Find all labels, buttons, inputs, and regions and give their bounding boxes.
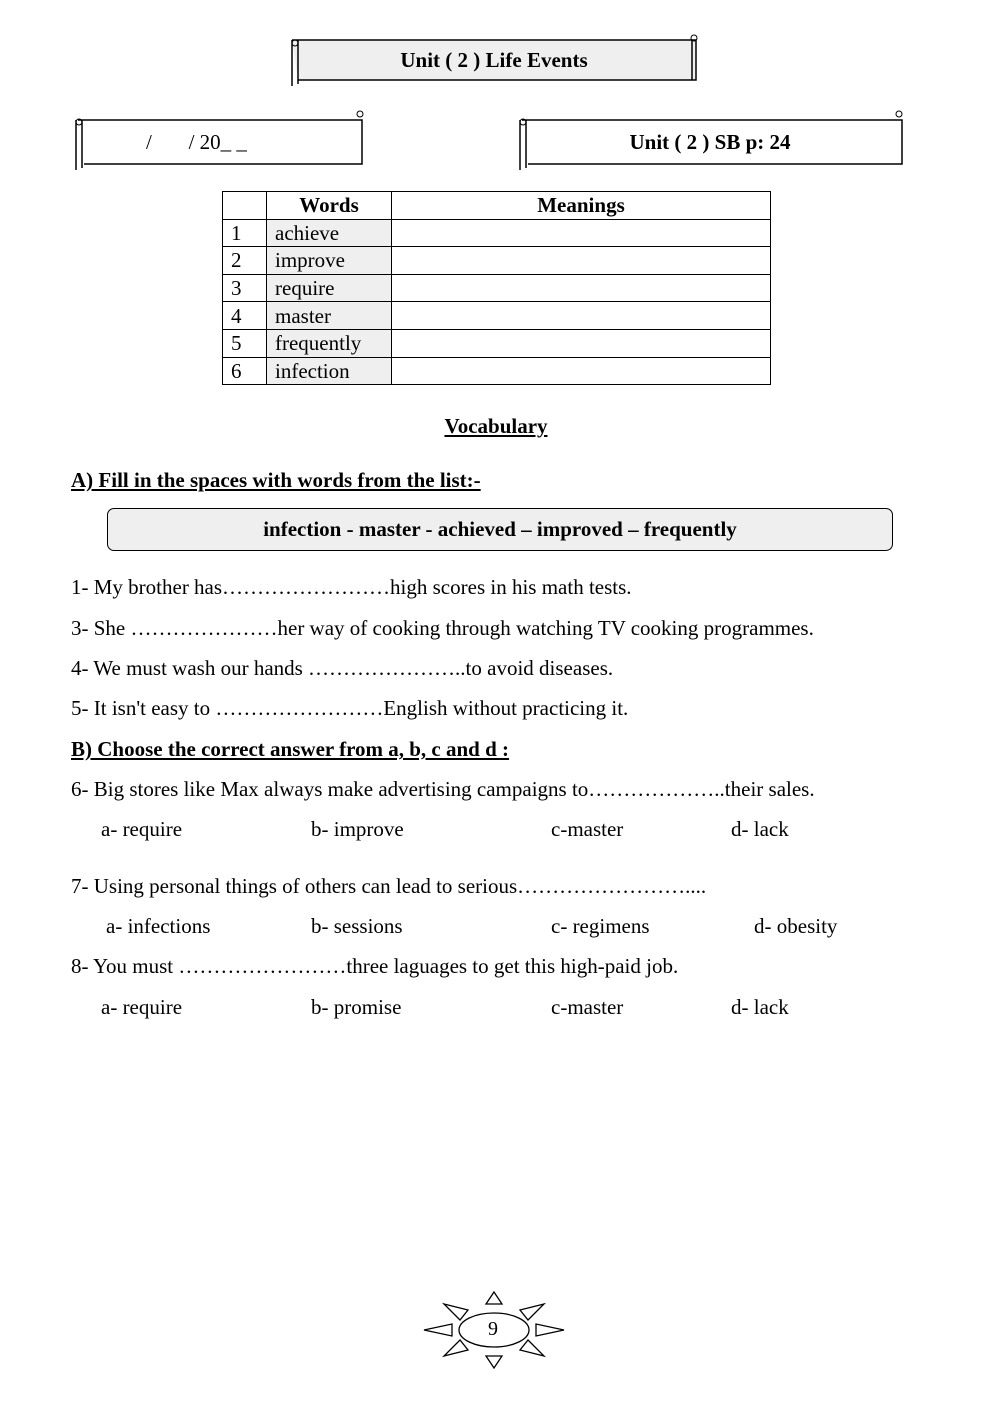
fill-item: 5- It isn't easy to ……………………English without practicing it. bbox=[71, 696, 629, 720]
page-number: 9 bbox=[488, 1318, 498, 1340]
meaning-cell[interactable] bbox=[392, 357, 771, 385]
sb-banner bbox=[514, 110, 906, 172]
option-a[interactable]: a- require bbox=[101, 817, 183, 841]
table-row bbox=[223, 247, 771, 275]
col-number-header bbox=[223, 192, 267, 220]
fill-item: 3- She …………………her way of cooking through watching TV cooking programmes. bbox=[71, 616, 814, 640]
page-number-sun bbox=[420, 1288, 570, 1372]
row-number: 4 bbox=[223, 302, 267, 330]
table-row bbox=[223, 357, 771, 385]
row-number: 3 bbox=[223, 274, 267, 302]
option-d[interactable]: d- obesity bbox=[754, 914, 838, 938]
date-field: / / 20_ _ bbox=[146, 130, 247, 154]
sb-reference: Unit ( 2 ) SB p: 24 bbox=[629, 130, 791, 154]
words-table bbox=[222, 191, 771, 385]
unit-title: Unit ( 2 ) Life Events bbox=[400, 48, 588, 72]
option-d[interactable]: d- lack bbox=[731, 995, 789, 1019]
section-a-heading: A) Fill in the spaces with words from the list:- bbox=[71, 468, 481, 492]
row-number: 5 bbox=[223, 329, 267, 357]
word-cell: frequently bbox=[267, 329, 392, 357]
option-b[interactable]: b- sessions bbox=[311, 914, 403, 938]
word-list-box: infection - master - achieved – improved – frequently bbox=[107, 508, 893, 551]
meaning-cell[interactable] bbox=[392, 219, 771, 247]
word-cell: master bbox=[267, 302, 392, 330]
fill-item: 1- My brother has……………………high scores in his math tests. bbox=[71, 575, 632, 599]
col-words-header: Words bbox=[267, 192, 392, 220]
question: 8- You must ……………………three laguages to get this high-paid job. bbox=[71, 954, 679, 978]
word-cell: require bbox=[267, 274, 392, 302]
question: 6- Big stores like Max always make advertising campaigns to………………..their sales. bbox=[71, 777, 815, 801]
option-a[interactable]: a- infections bbox=[106, 914, 211, 938]
word-cell: infection bbox=[267, 357, 392, 385]
option-d[interactable]: d- lack bbox=[731, 817, 789, 841]
row-number: 2 bbox=[223, 247, 267, 275]
row-number: 6 bbox=[223, 357, 267, 385]
question: 7- Using personal things of others can lead to serious…………………….... bbox=[71, 874, 707, 898]
word-cell: improve bbox=[267, 247, 392, 275]
option-c[interactable]: c- regimens bbox=[551, 914, 650, 938]
table-row bbox=[223, 329, 771, 357]
title-banner bbox=[284, 32, 704, 90]
meaning-cell[interactable] bbox=[392, 247, 771, 275]
meaning-cell[interactable] bbox=[392, 329, 771, 357]
fill-item: 4- We must wash our hands …………………..to avoid diseases. bbox=[71, 656, 614, 680]
vocabulary-heading: Vocabulary bbox=[444, 414, 548, 438]
option-a[interactable]: a- require bbox=[101, 995, 183, 1019]
table-row bbox=[223, 302, 771, 330]
table-row bbox=[223, 219, 771, 247]
meaning-cell[interactable] bbox=[392, 302, 771, 330]
date-banner bbox=[70, 110, 366, 172]
section-b-heading: B) Choose the correct answer from a, b, c and d : bbox=[71, 737, 510, 761]
word-cell: achieve bbox=[267, 219, 392, 247]
option-c[interactable]: c-master bbox=[551, 995, 624, 1019]
option-c[interactable]: c-master bbox=[551, 817, 624, 841]
row-number: 1 bbox=[223, 219, 267, 247]
option-b[interactable]: b- promise bbox=[311, 995, 402, 1019]
meaning-cell[interactable] bbox=[392, 274, 771, 302]
table-header-row bbox=[223, 192, 771, 220]
table-row bbox=[223, 274, 771, 302]
col-meanings-header: Meanings bbox=[392, 192, 771, 220]
option-b[interactable]: b- improve bbox=[311, 817, 404, 841]
